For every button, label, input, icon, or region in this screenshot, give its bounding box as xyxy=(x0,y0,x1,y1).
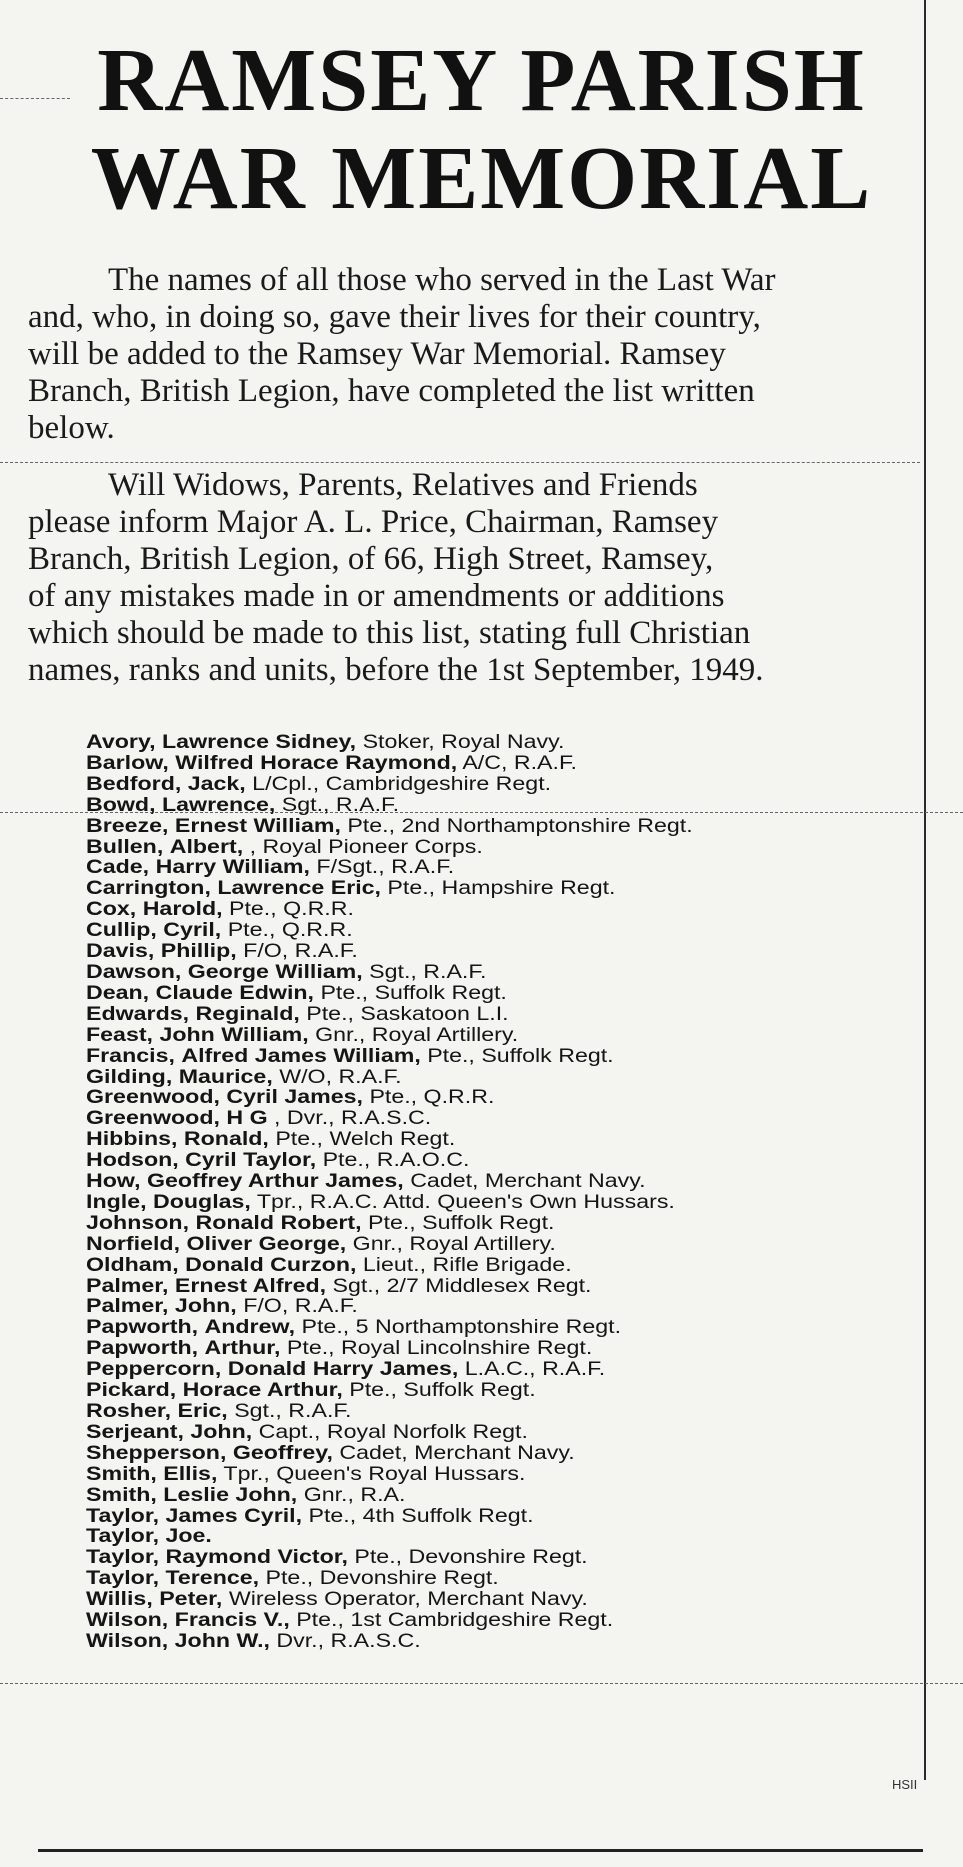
roll-service: F/O, R.A.F. xyxy=(243,1296,358,1318)
roll-given-names: John, xyxy=(190,1421,253,1443)
roll-surname: Carrington, xyxy=(86,878,211,900)
roll-surname: Smith, xyxy=(86,1484,157,1506)
notice-line: names, ranks and units, before the 1st September, 1949. xyxy=(28,652,764,688)
roll-entry xyxy=(86,1026,963,1047)
roll-given-names: Harold, xyxy=(142,899,223,921)
roll-service: Pte., 5 Northamptonshire Regt. xyxy=(301,1317,622,1339)
roll-entry xyxy=(86,1465,963,1486)
roll-service: L.A.C., R.A.F. xyxy=(464,1359,606,1381)
roll-given-names: Alfred James William, xyxy=(181,1045,421,1067)
roll-surname: Palmer, xyxy=(86,1296,169,1318)
roll-entry xyxy=(86,1068,963,1089)
roll-entry xyxy=(86,838,963,859)
roll-surname: Rosher, xyxy=(86,1401,172,1422)
roll-entry xyxy=(86,942,963,963)
roll-service: Wireless Operator, Merchant Navy. xyxy=(228,1589,588,1611)
roll-given-names: John W., xyxy=(174,1630,270,1652)
roll-service: Sgt., 2/7 Middlesex Regt. xyxy=(332,1275,592,1297)
roll-surname: Willis, xyxy=(86,1589,153,1611)
roll-surname: Papworth, xyxy=(86,1338,199,1360)
roll-service: Pte., Hampshire Regt. xyxy=(387,878,616,900)
notice-line: The names of all those who served in the Last War xyxy=(108,262,776,298)
roll-service: Gnr., Royal Artillery. xyxy=(352,1233,556,1255)
roll-service: F/Sgt., R.A.F. xyxy=(316,857,455,879)
roll-of-honour-list xyxy=(86,733,916,1653)
roll-entry xyxy=(86,733,963,754)
roll-given-names: Leslie John, xyxy=(163,1484,298,1506)
roll-surname: Cade, xyxy=(86,857,150,879)
roll-entry xyxy=(86,1193,963,1214)
roll-surname: Bowd, xyxy=(86,794,156,816)
roll-surname: Greenwood, xyxy=(86,1108,220,1130)
roll-service: Cadet, Merchant Navy. xyxy=(410,1171,646,1193)
roll-service: Pte., 4th Suffolk Regt. xyxy=(308,1505,534,1527)
roll-given-names: Reginald, xyxy=(195,1003,300,1025)
roll-entry xyxy=(86,1611,963,1632)
roll-entry xyxy=(86,1527,963,1548)
roll-given-names: Francis V., xyxy=(174,1610,290,1632)
roll-given-names: Raymond Victor, xyxy=(165,1547,348,1569)
roll-surname: Wilson, xyxy=(86,1610,169,1632)
roll-surname: Papworth, xyxy=(86,1317,199,1339)
roll-entry xyxy=(86,1318,963,1339)
roll-given-names: Albert, xyxy=(169,836,244,858)
roll-service: Pte., R.A.O.C. xyxy=(322,1150,470,1172)
roll-entry xyxy=(86,879,963,900)
roll-entry xyxy=(86,1402,963,1423)
roll-surname: Peppercorn, xyxy=(86,1359,222,1381)
roll-service: Pte., Q.R.R. xyxy=(228,899,354,921)
roll-surname: Francis, xyxy=(86,1045,175,1067)
roll-entry xyxy=(86,817,963,838)
roll-surname: Davis, xyxy=(86,941,155,963)
roll-entry xyxy=(86,1360,963,1381)
roll-entry xyxy=(86,1444,963,1465)
roll-entry xyxy=(86,1569,963,1590)
roll-surname: Johnson, xyxy=(86,1212,190,1234)
notice-line: which should be made to this list, stating full Christian xyxy=(28,615,751,651)
roll-entry xyxy=(86,1088,963,1109)
roll-entry xyxy=(86,858,963,879)
roll-surname: Dean, xyxy=(86,982,150,1004)
roll-service: F/O, R.A.F. xyxy=(243,941,358,963)
roll-given-names: Lawrence Sidney, xyxy=(162,732,357,753)
roll-service: Sgt., R.A.F. xyxy=(281,794,400,816)
roll-given-names: Lawrence, xyxy=(161,794,276,816)
roll-entry xyxy=(86,1130,963,1151)
roll-given-names: Wilfred Horace Raymond, xyxy=(175,752,458,774)
roll-given-names: Cyril Taylor, xyxy=(185,1150,317,1172)
bottom-rule xyxy=(38,1849,923,1852)
notice-paragraph-2 xyxy=(28,467,918,689)
headline-line-2: WAR MEMORIAL xyxy=(90,129,873,228)
roll-given-names: Phillip, xyxy=(160,941,237,963)
roll-given-names: Donald Harry James, xyxy=(227,1359,459,1381)
roll-service: W/O, R.A.F. xyxy=(279,1066,402,1088)
roll-given-names: Joe. xyxy=(165,1526,212,1548)
roll-given-names: Peter, xyxy=(159,1589,223,1611)
notice-line: Branch, British Legion, have completed the list written xyxy=(28,373,755,409)
roll-given-names: Ernest William, xyxy=(174,815,341,837)
roll-given-names: Claude Edwin, xyxy=(155,982,315,1004)
roll-service: Tpr., R.A.C. Attd. Queen's Own Hussars. xyxy=(256,1191,675,1213)
notice-line: please inform Major A. L. Price, Chairman, Ramsey xyxy=(28,504,719,540)
roll-surname: Edwards, xyxy=(86,1003,190,1025)
roll-surname: Smith, xyxy=(86,1463,157,1485)
notice-line: will be added to the Ramsey War Memorial. Ramsey xyxy=(28,336,726,372)
roll-surname: Bedford, xyxy=(86,773,182,795)
roll-surname: Wilson, xyxy=(86,1630,169,1652)
roll-given-names: Horace Arthur, xyxy=(182,1380,343,1402)
roll-surname: Cox, xyxy=(86,899,137,921)
roll-service: Pte., Q.R.R. xyxy=(369,1087,495,1109)
roll-surname: Taylor, xyxy=(86,1505,160,1527)
notice-line: and, who, in doing so, gave their lives for their country, xyxy=(28,299,761,335)
roll-given-names: Ronald, xyxy=(183,1129,269,1151)
roll-surname: Greenwood, xyxy=(86,1087,220,1109)
roll-entry xyxy=(86,1297,963,1318)
roll-entry xyxy=(86,1109,963,1130)
roll-service: A/C, R.A.F. xyxy=(462,752,577,774)
roll-entry xyxy=(86,1590,963,1611)
roll-given-names: Cyril James, xyxy=(226,1087,363,1109)
roll-service: L/Cpl., Cambridgeshire Regt. xyxy=(252,773,552,795)
roll-surname: Pickard, xyxy=(86,1380,177,1402)
roll-given-names: Geoffrey, xyxy=(232,1442,333,1464)
roll-given-names: Lawrence Eric, xyxy=(217,878,381,900)
roll-entry xyxy=(86,963,963,984)
roll-surname: Cullip, xyxy=(86,920,157,942)
roll-service: Lieut., Rifle Brigade. xyxy=(362,1254,572,1276)
roll-service: Pte., Suffolk Regt. xyxy=(427,1045,614,1067)
roll-surname: Taylor, xyxy=(86,1547,160,1569)
notice-line: of any mistakes made in or amendments or additions xyxy=(28,578,725,614)
roll-surname: Norfield, xyxy=(86,1233,181,1255)
headline-line-1: RAMSEY PARISH xyxy=(97,31,866,130)
fold-line xyxy=(0,462,920,463)
roll-entry xyxy=(86,1381,963,1402)
roll-service: , Royal Pioneer Corps. xyxy=(249,836,483,858)
roll-service: Pte., Q.R.R. xyxy=(227,920,353,942)
roll-service: Sgt., R.A.F. xyxy=(369,961,487,983)
roll-given-names: James Cyril, xyxy=(165,1505,303,1527)
roll-entry xyxy=(86,900,963,921)
roll-given-names: Harry William, xyxy=(155,857,310,879)
roll-surname: Oldham, xyxy=(86,1254,179,1276)
roll-given-names: George William, xyxy=(187,961,363,983)
roll-service: Pte., Royal Lincolnshire Regt. xyxy=(286,1338,593,1360)
roll-service: Pte., Welch Regt. xyxy=(275,1129,456,1151)
roll-surname: How, xyxy=(86,1171,141,1193)
roll-surname: Serjeant, xyxy=(86,1421,184,1443)
roll-service: Capt., Royal Norfolk Regt. xyxy=(258,1421,528,1443)
roll-given-names: John William, xyxy=(159,1024,309,1046)
roll-entry xyxy=(86,1632,963,1653)
roll-entry xyxy=(86,1214,963,1235)
roll-given-names: Ronald Robert, xyxy=(195,1212,362,1234)
roll-given-names: Arthur, xyxy=(204,1338,281,1360)
roll-given-names: Cyril, xyxy=(163,920,222,942)
roll-surname: Palmer, xyxy=(86,1275,169,1297)
roll-given-names: Eric, xyxy=(177,1401,228,1422)
roll-entry xyxy=(86,1507,963,1528)
roll-service: Tpr., Queen's Royal Hussars. xyxy=(223,1463,526,1485)
roll-surname: Breeze, xyxy=(86,815,169,837)
roll-surname: Hodson, xyxy=(86,1150,179,1172)
roll-given-names: Andrew, xyxy=(204,1317,296,1339)
notice-line: Branch, British Legion, of 66, High Street, Ramsey, xyxy=(28,541,714,577)
roll-service: Dvr., R.A.S.C. xyxy=(276,1630,421,1652)
roll-given-names: Donald Curzon, xyxy=(185,1254,357,1276)
roll-given-names: Douglas, xyxy=(152,1191,251,1213)
printer-mark: HSII xyxy=(892,1777,918,1792)
roll-entry xyxy=(86,1005,963,1026)
notice-line: Will Widows, Parents, Relatives and Friends xyxy=(108,467,698,503)
roll-service: , Dvr., R.A.S.C. xyxy=(274,1108,432,1130)
roll-service: Pte., 1st Cambridgeshire Regt. xyxy=(296,1610,614,1632)
roll-entry xyxy=(86,1486,963,1507)
roll-given-names: H G xyxy=(226,1108,268,1130)
roll-entry xyxy=(86,754,963,775)
roll-surname: Bullen, xyxy=(86,836,164,858)
roll-service: Pte., Suffolk Regt. xyxy=(320,982,507,1004)
roll-entry xyxy=(86,1047,963,1068)
roll-service: Pte., Devonshire Regt. xyxy=(354,1547,588,1569)
roll-surname: Taylor, xyxy=(86,1568,160,1590)
roll-surname: Feast, xyxy=(86,1024,154,1046)
roll-entry xyxy=(86,1172,963,1193)
roll-entry xyxy=(86,984,963,1005)
roll-surname: Shepperson, xyxy=(86,1442,227,1464)
notice-paragraph-1 xyxy=(28,262,918,447)
roll-given-names: Terence, xyxy=(165,1568,260,1590)
roll-surname: Taylor, xyxy=(86,1526,160,1548)
roll-entry xyxy=(86,796,963,817)
roll-service: Pte., 2nd Northamptonshire Regt. xyxy=(347,815,693,837)
roll-given-names: Jack, xyxy=(187,773,246,795)
roll-service: Pte., Saskatoon L.I. xyxy=(306,1003,509,1025)
roll-surname: Avory, xyxy=(86,732,156,753)
roll-given-names: Maurice, xyxy=(178,1066,273,1088)
roll-entry xyxy=(86,1256,963,1277)
roll-entry xyxy=(86,921,963,942)
roll-service: Pte., Devonshire Regt. xyxy=(265,1568,499,1590)
roll-entry xyxy=(86,1277,963,1298)
roll-entry xyxy=(86,1151,963,1172)
roll-service: Pte., Suffolk Regt. xyxy=(368,1212,555,1234)
roll-entry xyxy=(86,1235,963,1256)
roll-entry xyxy=(86,1339,963,1360)
roll-service: Gnr., R.A. xyxy=(303,1484,406,1506)
roll-surname: Barlow, xyxy=(86,752,169,774)
roll-given-names: Geoffrey Arthur James, xyxy=(146,1171,404,1193)
roll-surname: Gilding, xyxy=(86,1066,173,1088)
roll-service: Gnr., Royal Artillery. xyxy=(315,1024,519,1046)
roll-service: Stoker, Royal Navy. xyxy=(362,732,565,753)
roll-surname: Dawson, xyxy=(86,961,182,983)
roll-given-names: Oliver George, xyxy=(186,1233,347,1255)
roll-given-names: Ellis, xyxy=(163,1463,218,1485)
roll-service: Cadet, Merchant Navy. xyxy=(339,1442,575,1464)
roll-given-names: John, xyxy=(174,1296,237,1318)
roll-given-names: Ernest Alfred, xyxy=(174,1275,327,1297)
roll-entry xyxy=(86,1548,963,1569)
fold-line xyxy=(0,1683,963,1684)
notice-line: below. xyxy=(28,410,115,446)
roll-service: Pte., Suffolk Regt. xyxy=(349,1380,536,1402)
roll-entry xyxy=(86,775,963,796)
roll-surname: Hibbins, xyxy=(86,1129,178,1151)
roll-entry xyxy=(86,1423,963,1444)
roll-surname: Ingle, xyxy=(86,1191,147,1213)
roll-service: Sgt., R.A.F. xyxy=(234,1401,352,1422)
